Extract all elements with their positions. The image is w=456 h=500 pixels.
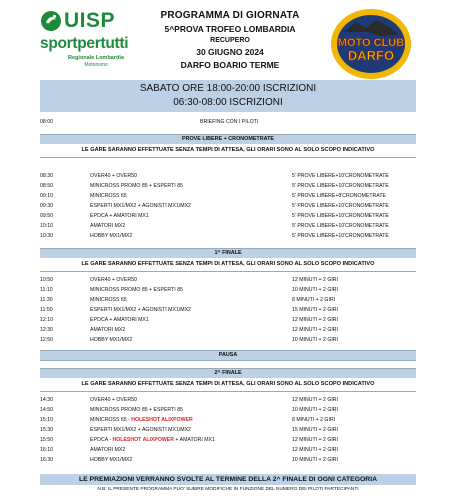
row-category — [90, 436, 215, 445]
section-note-final2: LE GARE SARANNO EFFETTUATE SENZA TEMPI DI ATTESA, GLI ORARI SONO AL SOLO SCOPO INDICATIVO — [81, 381, 375, 387]
row-duration: 5' PROVE LIBERE+10'CRONOMETRATE — [292, 213, 389, 219]
row-category: OVER40 + OVER50 — [90, 277, 137, 283]
moto-club-logo — [330, 8, 412, 80]
row-time: 15:30 — [40, 427, 53, 433]
section-title-final2: 2^ FINALE — [40, 369, 416, 378]
page-title: PROGRAMMA DI GIORNATA — [160, 10, 300, 21]
row-duration: 15 MINUTI + 2 GIRI — [292, 427, 338, 433]
briefing-time: 08:00 — [40, 119, 53, 125]
row-time: 10:50 — [40, 277, 53, 283]
divider — [40, 271, 416, 272]
row-time: 16:10 — [40, 447, 53, 453]
row-category: MINICROSS 65 — [90, 297, 127, 303]
briefing-label: BRIEFING CON I PILOTI — [200, 119, 259, 125]
row-duration: 12 MINUTI + 2 GIRI — [292, 397, 338, 403]
table-row — [40, 396, 416, 405]
section-title-pause: PAUSA — [40, 351, 416, 360]
footnote: N.B: IL PRESENTE PROGRAMMA PUO' SUBIRE MODIFICHE IN FUNZIONE DEL NUMERO DEI PILOTI PARTECIPANTI — [97, 487, 359, 492]
row-duration: 5' PROVE LIBERE+10'CRONOMETRATE — [292, 183, 389, 189]
divider — [40, 360, 416, 361]
row-category-text: MINICROSS 65 - — [90, 417, 132, 423]
row-time: 14:30 — [40, 397, 53, 403]
row-time: 14:50 — [40, 407, 53, 413]
row-duration: 5' PROVE LIBERE+10'CRONOMETRATE — [292, 203, 389, 209]
club-logo-line1: MOTO CLUB — [337, 37, 405, 49]
table-row — [40, 336, 416, 345]
table-row — [40, 172, 416, 181]
table-row — [40, 222, 416, 231]
logo-tagline: sportpertutti — [40, 35, 129, 52]
row-time: 10:10 — [40, 223, 53, 229]
event-name: 5^PROVA TROFEO LOMBARDIA — [164, 24, 296, 34]
row-category: HOBBY MX1/MX2 — [90, 337, 133, 343]
event-note: RECUPERO — [210, 37, 250, 44]
section-title-final1: 1^ FINALE — [40, 249, 416, 258]
row-category-suffix: + AMATORI MX1 — [173, 437, 215, 443]
row-duration: 8 MINUTI + 2 GIRI — [292, 417, 336, 423]
page-title-block — [150, 10, 310, 70]
row-duration: 5' PROVE LIBERE+10'CRONOMETRATE — [292, 233, 389, 239]
table-row — [40, 192, 416, 201]
row-time: 15:50 — [40, 437, 53, 443]
table-row — [40, 436, 416, 445]
row-category: MINICROSS PROMO 85 + ESPERTI 85 — [90, 287, 183, 293]
row-time: 09:50 — [40, 213, 53, 219]
row-category: HOBBY MX1/MX2 — [90, 233, 133, 239]
registration-banner — [40, 80, 416, 112]
table-row — [40, 406, 416, 415]
row-category: MINICROSS 65 — [90, 193, 127, 199]
row-category: ESPERTI MX1/MX2 + AGONISTI MX1/MX2 — [90, 427, 191, 433]
row-duration: 10 MINUTI + 2 GIRI — [292, 407, 338, 413]
row-duration: 12 MINUTI + 2 GIRI — [292, 437, 338, 443]
event-date: 30 GIUGNO 2024 — [196, 47, 264, 57]
row-duration: 10 MINUTI + 2 GIRI — [292, 337, 338, 343]
row-category: EPOCA + AMATORI MX1 — [90, 317, 149, 323]
awards-banner: LE PREMIAZIONI VERRANNO SVOLTE AL TERMINE DELLA 2^ FINALE DI OGNI CATEGORIA — [40, 474, 416, 485]
table-row — [40, 326, 416, 335]
row-time: 11:10 — [40, 287, 53, 293]
table-row — [40, 316, 416, 325]
table-row — [40, 426, 416, 435]
row-category: OVER40 + OVER50 — [90, 173, 137, 179]
section-note-final1: LE GARE SARANNO EFFETTUATE SENZA TEMPI DI ATTESA, GLI ORARI SONO AL SOLO SCOPO INDICATIVO — [81, 261, 375, 267]
row-duration: 12 MINUTI + 2 GIRI — [292, 447, 338, 453]
row-category: EPOCA + AMATORI MX1 — [90, 213, 149, 219]
row-category: MINICROSS PROMO 85 + ESPERTI 85 — [90, 183, 183, 189]
logo-sector: Motorismo — [84, 62, 108, 68]
row-time: 08:50 — [40, 183, 53, 189]
holeshot-highlight: HOLESHOT ALIXPOWER — [112, 437, 174, 443]
row-time: 11:30 — [40, 297, 53, 303]
holeshot-highlight: HOLESHOT ALIXPOWER — [131, 417, 193, 423]
logo-brand: UISP — [64, 9, 116, 32]
row-category-text: EPOCA - — [90, 437, 113, 443]
section-title-practice: PROVE LIBERE + CRONOMETRATE — [40, 135, 416, 144]
section-note-practice: LE GARE SARANNO EFFETTUATE SENZA TEMPI DI ATTESA, GLI ORARI SONO AL SOLO SCOPO INDICATIVO — [81, 147, 375, 153]
table-row — [40, 232, 416, 241]
row-duration: 10 MINUTI + 2 GIRI — [292, 457, 338, 463]
row-time: 15:10 — [40, 417, 53, 423]
logo-region: Regionale Lombardia — [68, 55, 124, 61]
row-category: AMATORI MX2 — [90, 223, 126, 229]
table-row — [40, 286, 416, 295]
table-row — [40, 416, 416, 425]
table-row — [40, 202, 416, 211]
row-time: 12:30 — [40, 327, 53, 333]
uisp-mark-icon — [40, 10, 62, 32]
table-row — [40, 276, 416, 285]
event-venue: DARFO BOARIO TERME — [180, 60, 280, 70]
row-category: ESPERTI MX1/MX2 + AGONISTI MX1/MX2 — [90, 203, 191, 209]
briefing-row — [40, 118, 416, 127]
row-category: HOBBY MX1/MX2 — [90, 457, 133, 463]
row-category — [90, 416, 193, 425]
table-row — [40, 456, 416, 465]
row-time: 12:10 — [40, 317, 53, 323]
table-row — [40, 296, 416, 305]
registration-line1: SABATO ORE 18:00-20:00 ISCRIZIONI — [139, 83, 317, 94]
row-duration: 5' PROVE LIBERE+8'CRONOMETRATE — [292, 193, 386, 199]
row-category: AMATORI MX2 — [90, 327, 126, 333]
row-category: ESPERTI MX1/MX2 + AGONISTI MX1/MX2 — [90, 307, 191, 313]
club-logo-line2: DARFO — [347, 48, 395, 63]
row-duration: 5' PROVE LIBERE+10'CRONOMETRATE — [292, 223, 389, 229]
registration-line2: 06:30-08:00 ISCRIZIONI — [173, 97, 283, 108]
table-row — [40, 212, 416, 221]
row-duration: 8 MINUTI + 2 GIRI — [292, 297, 336, 303]
row-time: 16:30 — [40, 457, 53, 463]
row-time: 11:50 — [40, 307, 53, 313]
row-time: 09:30 — [40, 203, 53, 209]
divider — [40, 391, 416, 392]
row-time: 09:10 — [40, 193, 53, 199]
row-duration: 12 MINUTI + 2 GIRI — [292, 317, 338, 323]
row-time: 08:30 — [40, 173, 53, 179]
row-duration: 5' PROVE LIBERE+10'CRONOMETRATE — [292, 173, 389, 179]
divider — [40, 157, 416, 158]
row-duration: 15 MINUTI + 2 GIRI — [292, 307, 338, 313]
row-time: 10:30 — [40, 233, 53, 239]
row-time: 12:50 — [40, 337, 53, 343]
row-category: AMATORI MX2 — [90, 447, 126, 453]
table-row — [40, 446, 416, 455]
row-category: OVER40 + OVER50 — [90, 397, 137, 403]
row-category: MINICROSS PROMO 85 + ESPERTI 85 — [90, 407, 183, 413]
row-duration: 12 MINUTI + 2 GIRI — [292, 277, 338, 283]
row-duration: 12 MINUTI + 2 GIRI — [292, 327, 338, 333]
table-row — [40, 306, 416, 315]
table-row — [40, 182, 416, 191]
row-duration: 10 MINUTI + 2 GIRI — [292, 287, 338, 293]
